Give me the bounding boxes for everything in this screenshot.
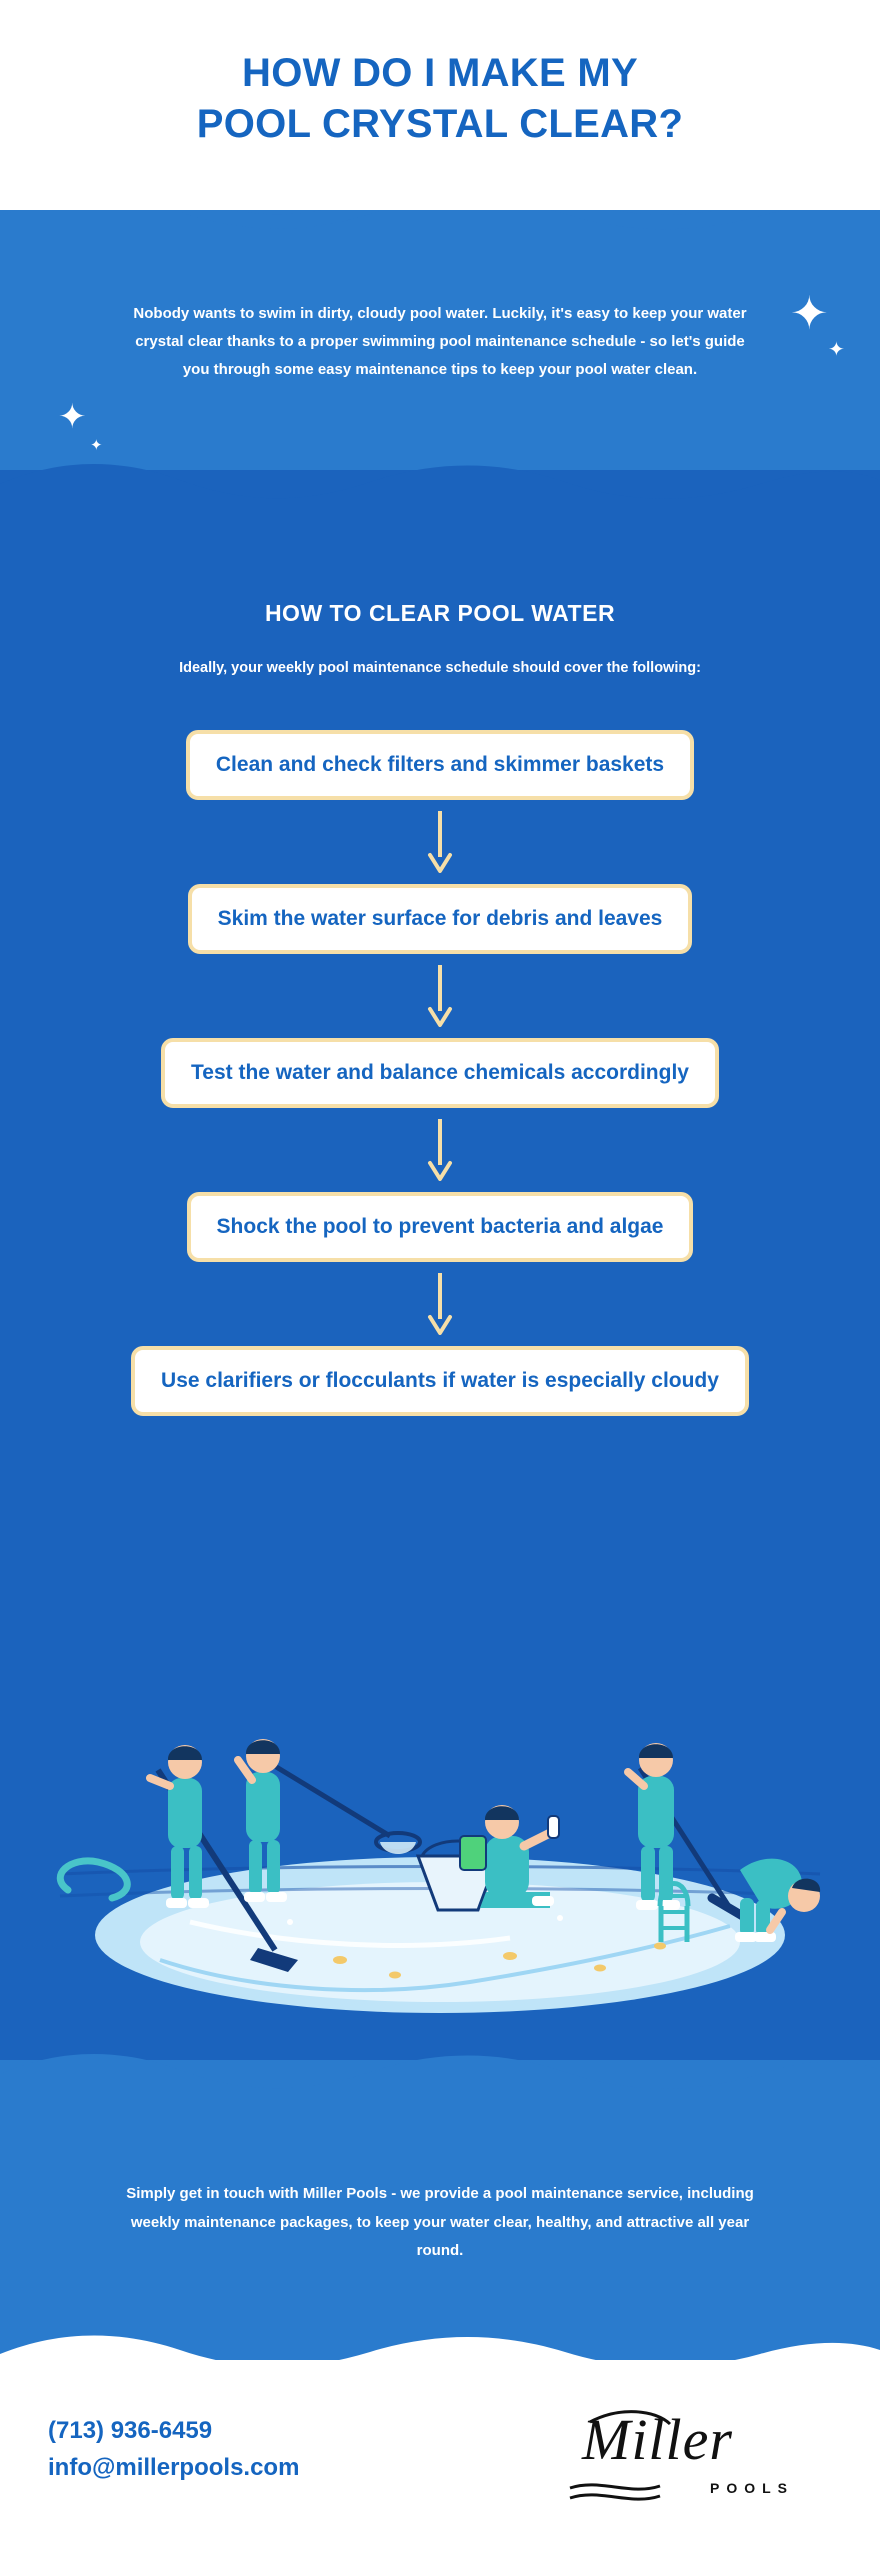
footer-contact xyxy=(48,2412,299,2486)
logo-subtext: POOLS xyxy=(710,2480,795,2496)
wave-divider-low-icon xyxy=(0,2040,880,2110)
step-row xyxy=(0,1192,880,1262)
arrow-down-icon xyxy=(427,811,453,873)
step-row xyxy=(0,1346,880,1416)
sparkle-small-icon: ✦ xyxy=(828,339,845,361)
step-pill-1: Clean and check filters and skimmer baskets xyxy=(186,730,694,800)
sparkle-icon: ✦ xyxy=(58,398,87,436)
intro-paragraph: Nobody wants to swim in dirty, cloudy pool water. Luckily, it's easy to keep your water crystal clear thanks to a proper swimming pool maintenance schedule - so let's guide you through some easy maintenance tips to keep your pool water clean. xyxy=(133,305,747,378)
arrow-down-icon xyxy=(427,1119,453,1181)
header xyxy=(0,0,880,210)
company-logo xyxy=(560,2400,830,2520)
phone-number[interactable]: (713) 936-6459 xyxy=(48,2417,213,2444)
arrow-row xyxy=(0,1262,880,1346)
arrow-row xyxy=(0,800,880,884)
arrow-row xyxy=(0,1108,880,1192)
logo-wordmark: Miller xyxy=(582,2407,733,2472)
arrow-down-icon xyxy=(427,1273,453,1335)
step-row xyxy=(0,730,880,800)
page-title-line1: HOW DO I MAKE MY xyxy=(242,51,638,95)
arrow-down-icon xyxy=(427,965,453,1027)
page-title-line2: POOL CRYSTAL CLEAR? xyxy=(196,102,684,147)
step-row xyxy=(0,1038,880,1108)
wave-divider-mid-icon xyxy=(0,450,880,520)
pool-maintenance-illustration xyxy=(40,1660,840,2040)
section-title: HOW TO CLEAR POOL WATER xyxy=(264,600,616,626)
sparkle-small-icon: ✦ xyxy=(90,437,103,454)
page-title xyxy=(0,48,880,150)
steps-flow xyxy=(0,730,880,1416)
step-row xyxy=(0,884,880,954)
sparkle-icon: ✦ xyxy=(790,287,829,339)
step-pill-5: Use clarifiers or flocculants if water is especially cloudy xyxy=(131,1346,749,1416)
section-subtitle: Ideally, your weekly pool maintenance schedule should cover the following: xyxy=(179,660,701,676)
hose-icon xyxy=(60,1861,127,1898)
email-address[interactable]: info@millerpools.com xyxy=(48,2454,300,2482)
step-pill-4: Shock the pool to prevent bacteria and algae xyxy=(187,1192,694,1262)
closing-paragraph: Simply get in touch with Miller Pools - we provide a pool maintenance service, including weekly maintenance packages, to keep your water clear, healthy, and attractive all year round. xyxy=(126,2185,754,2259)
arrow-row xyxy=(0,954,880,1038)
step-pill-2: Skim the water surface for debris and leaves xyxy=(188,884,693,954)
step-pill-3: Test the water and balance chemicals accordingly xyxy=(161,1038,719,1108)
